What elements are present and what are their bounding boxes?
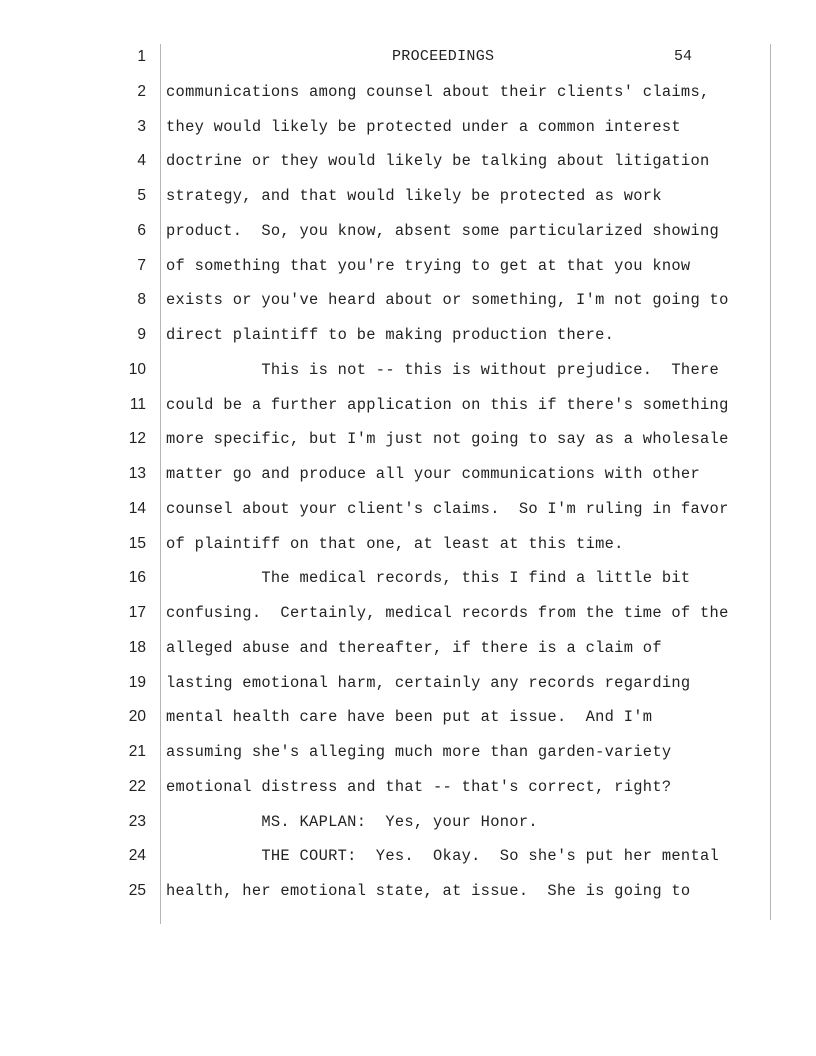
transcript-line (0, 427, 816, 461)
line-text: MS. KAPLAN: Yes, your Honor. (166, 812, 538, 831)
transcript-line (0, 462, 816, 496)
transcript-line (0, 45, 816, 79)
transcript-line (0, 671, 816, 705)
line-number: 22 (128, 777, 146, 795)
line-text: lasting emotional harm, certainly any records regarding (166, 673, 691, 692)
transcript-line (0, 184, 816, 218)
line-text: exists or you've heard about or something, I'm not going to (166, 291, 729, 310)
transcript-line (0, 601, 816, 635)
line-number: 5 (137, 187, 146, 204)
transcript-line (0, 740, 816, 774)
line-text: of something that you're trying to get at that you know (166, 256, 691, 275)
line-number: 6 (137, 221, 146, 239)
transcript-line (0, 532, 816, 566)
line-number: 4 (137, 152, 146, 170)
page-number: 54 (674, 48, 693, 65)
line-text: confusing. Certainly, medical records from the time of the (166, 604, 729, 622)
line-text: health, her emotional state, at issue. She is going to (166, 882, 691, 900)
line-number: 3 (137, 117, 146, 135)
transcript-line (0, 879, 816, 913)
transcript-line (0, 288, 816, 322)
transcript-line (0, 636, 816, 670)
line-number: 2 (137, 82, 146, 100)
line-number: 11 (129, 395, 146, 413)
line-text: counsel about your client's claims. So I'm ruling in favor (166, 499, 729, 518)
line-text: more specific, but I'm just not going to say as a wholesale (166, 430, 729, 449)
line-text: assuming she's alleging much more than garden-variety (166, 743, 672, 761)
transcript-line (0, 80, 816, 114)
line-text: of plaintiff on that one, at least at this time. (166, 534, 624, 553)
line-number: 1 (137, 48, 146, 65)
line-text: This is not -- this is without prejudice. There (166, 360, 720, 379)
line-text: they would likely be protected under a common interest (166, 117, 681, 136)
line-text: matter go and produce all your communications with other (166, 465, 701, 483)
line-text: The medical records, this I find a little bit (166, 569, 691, 588)
transcript-line (0, 497, 816, 531)
transcript-line (0, 566, 816, 600)
line-number: 23 (128, 812, 146, 830)
line-text: mental health care have been put at issue. And I'm (166, 708, 653, 727)
transcript-line (0, 323, 816, 357)
transcript-line (0, 705, 816, 739)
line-number: 7 (137, 256, 146, 274)
line-number: 24 (128, 847, 146, 865)
page-title: PROCEEDINGS (392, 48, 495, 65)
line-number: 8 (137, 291, 146, 309)
line-number: 20 (128, 708, 146, 726)
transcript-line (0, 810, 816, 844)
transcript-line (0, 115, 816, 149)
line-number: 21 (128, 743, 146, 760)
line-number: 13 (128, 465, 146, 482)
line-number: 18 (128, 638, 146, 656)
transcript-line (0, 219, 816, 253)
line-text: alleged abuse and thereafter, if there is a claim of (166, 638, 662, 657)
line-number: 25 (128, 882, 146, 899)
line-text: direct plaintiff to be making production there. (166, 326, 615, 344)
line-text: THE COURT: Yes. Okay. So she's put her mental (166, 847, 720, 866)
transcript-line (0, 393, 816, 427)
line-text: doctrine or they would likely be talking about litigation (166, 152, 710, 171)
line-text: communications among counsel about their clients' claims, (166, 82, 710, 101)
transcript-line (0, 844, 816, 878)
line-number: 10 (128, 360, 146, 378)
line-number: 15 (128, 534, 146, 552)
line-number: 12 (128, 430, 146, 448)
line-number: 17 (128, 604, 146, 621)
transcript-line (0, 775, 816, 809)
line-number: 9 (137, 326, 146, 343)
line-text: could be a further application on this if there's something (166, 395, 729, 414)
transcript-line (0, 149, 816, 183)
line-number: 14 (128, 499, 146, 517)
line-number: 16 (128, 569, 146, 587)
line-text: strategy, and that would likely be protected as work (166, 187, 662, 205)
line-number: 19 (128, 673, 146, 691)
line-text: emotional distress and that -- that's correct, right? (166, 777, 672, 796)
transcript-line (0, 254, 816, 288)
transcript-line (0, 358, 816, 392)
line-text: product. So, you know, absent some particularized showing (166, 221, 720, 240)
